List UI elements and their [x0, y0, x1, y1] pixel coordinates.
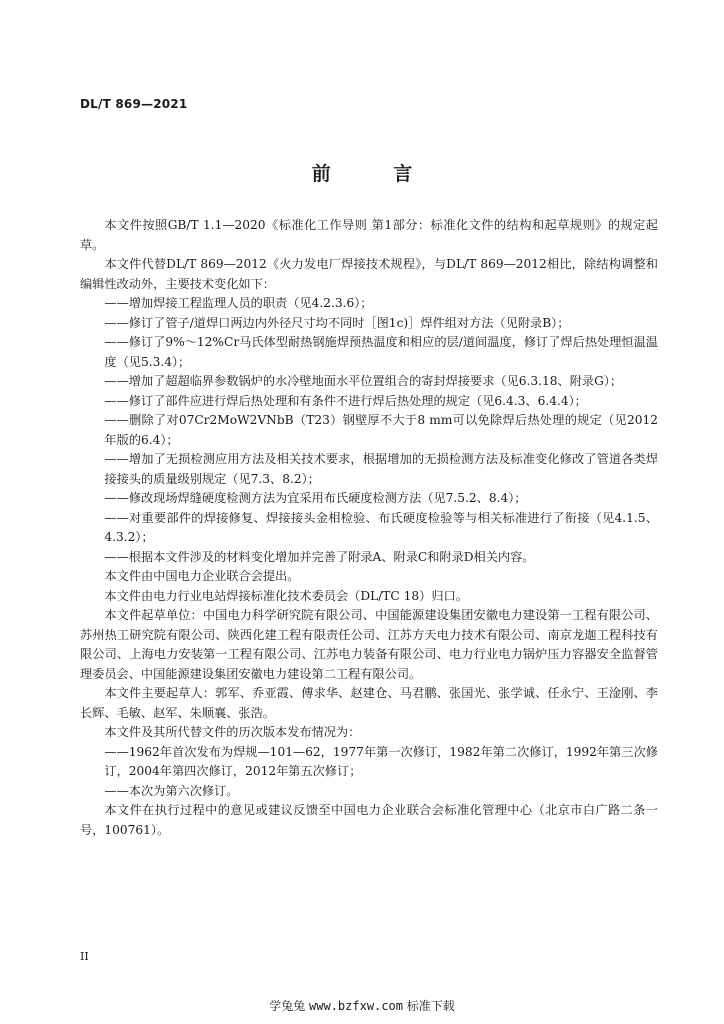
paragraph-drafting-units: 本文件起草单位：中国电力科学研究院有限公司、中国能源建设集团安徽电力建设第一工程有限公司、苏州热工研究院有限公司、陕西化建工程有限责任公司、江苏方天电力技术有限公司、南京龙迦工程科技有限公司、上海电力安装第一工程有限公司、江苏电力装备有限公司、电力行业电力锅炉压力容器安全监督管理委员会、中国能源建设集团安徽电力建设第二工程有限公司。	[80, 608, 658, 681]
list-item: ——修订了部件应进行焊后热处理和有条件不进行焊后热处理的规定（见6.4.3、6.4.4）；	[104, 393, 587, 408]
page-title: 前 言	[311, 163, 441, 185]
version-history-list	[80, 743, 658, 802]
footer-site-link[interactable]: www.bzfxw.com	[309, 999, 403, 1013]
footer-left-text: 学兔兔	[269, 999, 306, 1013]
paragraph-history-intro: 本文件及其所代替文件的历次版本发布情况为：	[104, 725, 361, 739]
list-item: ——修订了9%～12%Cr马氏体型耐热钢施焊预热温度和相应的层/道间温度，修订了焊后热处理恒温温度（见5.3.4）；	[104, 335, 658, 369]
document-code: DL/T 869—2021	[80, 97, 188, 111]
list-item: ——本次为第六次修订。	[104, 783, 239, 798]
list-item: ——增加了超超临界参数锅炉的水冷壁地面水平位置组合的寄封焊接要求（见6.3.18、附录G）；	[104, 374, 623, 388]
footer-right-text: 标准下载	[406, 999, 455, 1013]
paragraph-replacement: 本文件代替DL/T 869—2012《火力发电厂焊接技术规程》，与DL/T 869—2012相比，除结构调整和编辑性改动外，主要技术变化如下：	[80, 257, 658, 291]
footer-watermark	[0, 997, 724, 1014]
list-item: ——对重要部件的焊接修复、焊接接头金相检验、布氏硬度检验等与相关标准进行了衔接（见4.1.5、4.3.2）；	[104, 510, 658, 544]
foreword-body	[80, 216, 658, 840]
list-item: ——1962年首次发布为焊规—101—62，1977年第一次修订，1982年第二次修订，1992年第三次修订，2004年第四次修订，2012年第五次修订；	[104, 744, 658, 778]
list-item: ——增加了无损检测应用方法及相关技术要求，根据增加的无损检测方法及标准变化修改了管道各类焊接接头的质量级别规定（见7.3、8.2）；	[104, 452, 658, 486]
paragraph-drafting-basis: 本文件按照GB/T 1.1—2020《标准化工作导则 第1部分：标准化文件的结构和起草规则》的规定起草。	[80, 218, 658, 252]
paragraph-drafters: 本文件主要起草人：郭军、乔亚霞、傅求华、赵建仓、马君鹏、张国光、张学诚、任永宁、王淦刚、李长辉、毛敏、赵军、朱顺襄、张浩。	[80, 686, 658, 720]
technical-changes-list	[80, 294, 658, 567]
paragraph-feedback: 本文件在执行过程中的意见或建议反馈至中国电力企业联合会标准化管理中心（北京市白广路二条一号，100761）。	[80, 803, 658, 837]
list-item: ——删除了对07Cr2MoW2VNbB（T23）钢壁厚不大于8 mm可以免除焊后热处理的规定（见2012年版的6.4）；	[104, 413, 658, 447]
list-item: ——根据本文件涉及的材料变化增加并完善了附录A、附录C和附录D相关内容。	[104, 549, 535, 564]
list-item: ——修订了管子/道焊口两边内外径尺寸均不同时［图1c)］焊件组对方法（见附录B）；	[104, 315, 570, 330]
list-item: ——修改现场焊缝硬度检测方法为宜采用布氏硬度检测方法（见7.5.2、8.4）；	[104, 491, 527, 505]
page-number: II	[80, 950, 89, 963]
paragraph-technical-committee: 本文件由电力行业电站焊接标准化技术委员会（DL/TC 18）归口。	[104, 588, 468, 603]
list-item: ——增加焊接工程监理人员的职责（见4.2.3.6）；	[104, 296, 373, 310]
paragraph-proposer: 本文件由中国电力企业联合会提出。	[104, 569, 300, 583]
